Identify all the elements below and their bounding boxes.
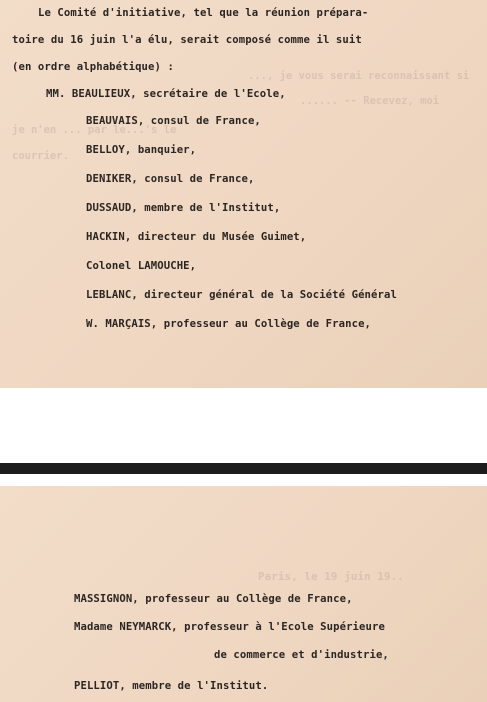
bleed-line-3: je n'en ... par le...'s le [12, 124, 177, 136]
member-deniker: DENIKER, consul de France, [86, 173, 255, 185]
member-neymarck: Madame NEYMARCK, professeur à l'Ecole Supérieure [74, 621, 385, 633]
member-marcais: W. MARÇAIS, professeur au Collège de France, [86, 318, 372, 330]
page-gap-2 [0, 474, 487, 486]
member-neymarck-cont: de commerce et d'industrie, [214, 649, 389, 661]
bleed-line-1: ..., je vous serai reconnaissant si [248, 70, 470, 82]
bleed-line-4: courrier. [12, 150, 69, 162]
member-beaulieux: MM. BEAULIEUX, secrétaire de l'Ecole, [46, 88, 286, 100]
member-beauvais: BEAUVAIS, consul de France, [86, 115, 261, 127]
member-hackin: HACKIN, directeur du Musée Guimet, [86, 231, 307, 243]
member-lamouche: Colonel LAMOUCHE, [86, 260, 197, 272]
scan-edge-band [0, 463, 487, 474]
bleed-line-2: ...... -- Recevez, moi [300, 95, 440, 107]
date-line: Paris, le 19 juin 19.. [258, 570, 404, 583]
member-pelliot: PELLIOT, membre de l'Institut. [74, 680, 269, 692]
member-massignon: MASSIGNON, professeur au Collège de France, [74, 593, 353, 605]
page-gap [0, 388, 487, 463]
member-leblanc: LEBLANC, directeur général de la Société Général [86, 289, 397, 301]
member-dussaud: DUSSAUD, membre de l'Institut, [86, 202, 281, 214]
intro-line-3: (en ordre alphabétique) : [12, 61, 174, 73]
intro-line-1: Le Comité d'initiative, tel que la réunion prépara- [38, 7, 369, 19]
member-belloy: BELLOY, banquier, [86, 144, 197, 156]
intro-line-2: toire du 16 juin l'a élu, serait composé comme il suit [12, 34, 362, 46]
document-page-2 [0, 486, 487, 702]
